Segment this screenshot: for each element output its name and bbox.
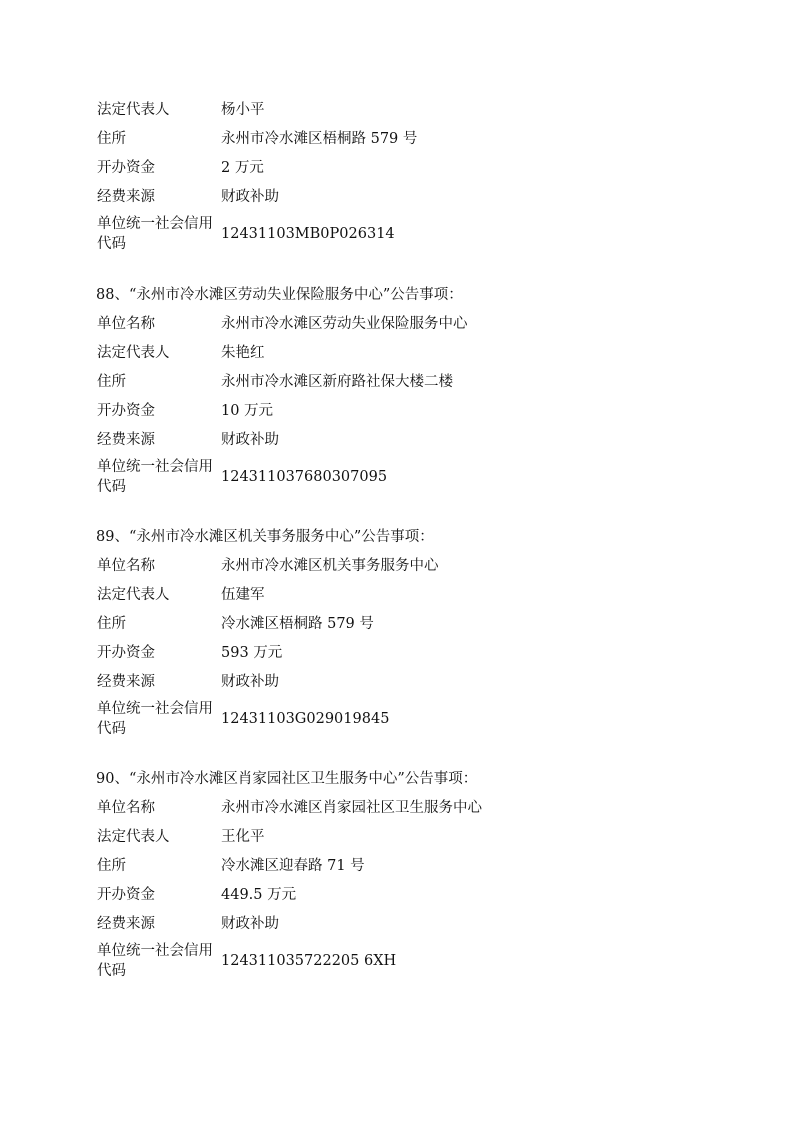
row-value: 永州市冷水滩区梧桐路 579 号 bbox=[221, 131, 418, 147]
entry-89 bbox=[96, 523, 656, 741]
row-value: 永州市冷水滩区劳动失业保险服务中心 bbox=[221, 316, 468, 332]
row-address bbox=[96, 368, 656, 397]
row-label: 经费来源 bbox=[97, 189, 155, 205]
row-funds bbox=[96, 154, 656, 183]
row-credit-code bbox=[96, 939, 656, 983]
row-legal-representative bbox=[96, 581, 656, 610]
row-value: 12431103MB0P026314 bbox=[221, 226, 395, 242]
row-value: 王化平 bbox=[221, 829, 265, 845]
row-value: 永州市冷水滩区机关事务服务中心 bbox=[221, 558, 439, 574]
entry-90 bbox=[96, 765, 656, 983]
row-label: 住所 bbox=[97, 374, 126, 390]
row-address bbox=[96, 852, 656, 881]
row-label: 开办资金 bbox=[97, 403, 155, 419]
row-legal-representative bbox=[96, 339, 656, 368]
row-value: 593 万元 bbox=[221, 645, 283, 661]
entry-heading: 89、“永州市冷水滩区机关事务服务中心”公告事项： bbox=[96, 529, 434, 545]
row-label: 单位名称 bbox=[97, 558, 155, 574]
row-legal-representative bbox=[96, 823, 656, 852]
row-funds bbox=[96, 881, 656, 910]
row-value: 财政补助 bbox=[221, 189, 279, 205]
row-credit-code bbox=[96, 697, 656, 741]
row-label: 经费来源 bbox=[97, 674, 155, 690]
row-funding-source bbox=[96, 668, 656, 697]
row-value: 财政补助 bbox=[221, 916, 279, 932]
row-value: 2 万元 bbox=[221, 160, 264, 176]
row-value: 朱艳红 bbox=[221, 345, 265, 361]
row-label: 住所 bbox=[97, 616, 126, 632]
row-label: 单位统一社会信用代码 bbox=[97, 216, 213, 252]
row-label: 经费来源 bbox=[97, 916, 155, 932]
row-label: 经费来源 bbox=[97, 432, 155, 448]
row-label: 住所 bbox=[97, 858, 126, 874]
row-value: 10 万元 bbox=[221, 403, 274, 419]
row-value: 449.5 万元 bbox=[221, 887, 297, 903]
entry-88 bbox=[96, 281, 656, 499]
row-label: 开办资金 bbox=[97, 160, 155, 176]
row-funds bbox=[96, 639, 656, 668]
entry-heading: 88、“永州市冷水滩区劳动失业保险服务中心”公告事项： bbox=[96, 287, 463, 303]
row-value: 冷水滩区梧桐路 579 号 bbox=[221, 616, 374, 632]
row-label: 单位统一社会信用代码 bbox=[97, 943, 213, 979]
row-value: 冷水滩区迎春路 71 号 bbox=[221, 858, 365, 874]
entry-87 bbox=[96, 96, 656, 256]
row-address bbox=[96, 610, 656, 639]
row-label: 单位统一社会信用代码 bbox=[97, 701, 213, 737]
row-unit-name bbox=[96, 552, 656, 581]
row-unit-name bbox=[96, 310, 656, 339]
row-legal-representative bbox=[96, 96, 656, 125]
row-label: 法定代表人 bbox=[97, 829, 170, 845]
row-label: 开办资金 bbox=[97, 887, 155, 903]
row-funds bbox=[96, 397, 656, 426]
row-value: 财政补助 bbox=[221, 674, 279, 690]
row-label: 单位统一社会信用代码 bbox=[97, 459, 213, 495]
row-address bbox=[96, 125, 656, 154]
row-label: 住所 bbox=[97, 131, 126, 147]
row-value: 124311035722205 6XH bbox=[221, 953, 397, 969]
row-label: 单位名称 bbox=[97, 316, 155, 332]
row-credit-code bbox=[96, 212, 656, 256]
row-value: 永州市冷水滩区新府路社保大楼二楼 bbox=[221, 374, 453, 390]
row-label: 法定代表人 bbox=[97, 345, 170, 361]
row-label: 单位名称 bbox=[97, 800, 155, 816]
row-funding-source bbox=[96, 183, 656, 212]
row-value: 124311037680307095 bbox=[221, 469, 388, 485]
entry-heading: 90、“永州市冷水滩区肖家园社区卫生服务中心”公告事项： bbox=[96, 771, 478, 787]
row-value: 永州市冷水滩区肖家园社区卫生服务中心 bbox=[221, 800, 482, 816]
row-credit-code bbox=[96, 455, 656, 499]
row-funding-source bbox=[96, 910, 656, 939]
row-value: 杨小平 bbox=[221, 102, 265, 118]
row-unit-name bbox=[96, 794, 656, 823]
row-label: 开办资金 bbox=[97, 645, 155, 661]
row-value: 伍建军 bbox=[221, 587, 265, 603]
row-label: 法定代表人 bbox=[97, 102, 170, 118]
row-label: 法定代表人 bbox=[97, 587, 170, 603]
row-funding-source bbox=[96, 426, 656, 455]
row-value: 财政补助 bbox=[221, 432, 279, 448]
row-value: 12431103G029019845 bbox=[221, 711, 390, 727]
